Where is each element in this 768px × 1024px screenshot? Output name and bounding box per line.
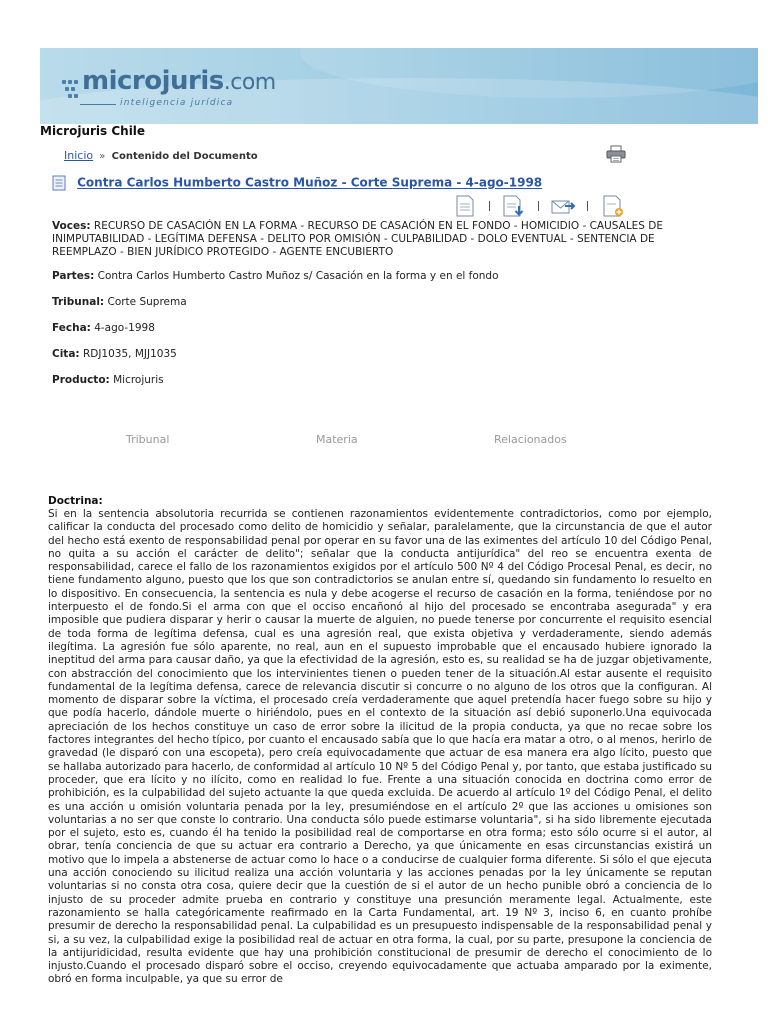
printer-icon[interactable] xyxy=(606,145,626,163)
toolbar-divider xyxy=(538,201,539,211)
tribunal-label: Tribunal: xyxy=(52,296,105,308)
doctrina-heading: Doctrina: xyxy=(48,495,103,507)
page-icon[interactable] xyxy=(452,194,478,218)
toolbar-divider xyxy=(489,201,490,211)
breadcrumb-separator: » xyxy=(99,151,106,162)
cita-value: RDJ1035, MJJ1035 xyxy=(82,348,177,360)
tab-materia[interactable]: Materia xyxy=(316,433,358,446)
logo-wordmark: microjuris.com xyxy=(82,66,276,96)
document-toolbar xyxy=(452,194,626,218)
logo-tagline: inteligencia jurídica xyxy=(120,98,234,108)
add-note-icon[interactable] xyxy=(600,194,626,218)
tab-tribunal[interactable]: Tribunal xyxy=(126,433,170,446)
doctrina-text: Si en la sentencia absolutoria recurrida se contienen razonamientos evidentemente contradictorios, como por ejemplo, calificar la conducta del procesado como delito de homicidio y señalar, paralelamente, que la circunstancia de que el autor del hecho está exento de responsabilidad penal por operar en su favor una de las eximentes del artículo 10 del Código Penal, no quita a su acción el carácter de delito"; señalar que la conducta antijurídica" del reo se encuentra exenta de responsabilidad, carece el fallo de los razonamientos exigidos por el artículo 500 Nº 4 del Código Procesal Penal, es decir, no tiene fundamento alguno, puesto que los que son contradictorios se anulan entre sí, quedando sin fundamento lo resuelto en lo dispositivo. En consecuencia, la sentencia es nula y debe acogerse el recurso de casación en la forma, teniéndose por no interpuesto el de fondo.Si el arma con que el occiso encañonó al hijo del procesado se encontraba asegurada" y era imposible que pudiera disparar y herir o causar la muerte de alguien, no puede tenerse por concurrente el requisito esencial de toda forma de legítima defensa, cual es una agresión real, que exista objetiva y verdaderamente, siendo además ilegítima. La agresión fue sólo aparente, no real, aun en el supuesto improbable que el encausado hubiere ignorado la ineptitud del arma para causar daño, ya que la efectividad de la agresión, esto es, su realidad se ha de juzgar objetivamente, con abstracción del conocimiento que los intervinientes tienen o pueden tener de la situación.Al estar ausente el requisito fundamental de la legítima defensa, carece de relevancia discutir si concurre o no alguno de los otros que la configuran. Al momento de disparar sobre la víctima, el procesado creía verdaderamente que aquel pretendía hacer fuego sobre su hijo y que podía hacerlo, dándole muerte o hiriéndolo, pues en el contexto de la situación así debió suponerlo.Una equivocada apreciación de los hechos constituye un caso de error sobre la ilicitud de la propia conducta, ya que no recae sobre los factores integrantes del hecho típico, por cuanto el encausado sabía que lo que hacía era matar a otro, o al menos, herirlo de gravedad (le disparó con una escopeta), pero creía equivocadamente que actuar de esa manera era algo lícito, puesto que se hallaba autorizado para hacerlo, de conformidad al artículo 10 Nº 5 del Código Penal y, por tanto, que estaba justificado su proceder, que era lícito y no ilícito, como en realidad lo fue. Frente a una situación conocida en doctrina como error de prohibición, es la culpabilidad del sujeto actuante la que queda excluida. De acuerdo al artículo 1º del Código Penal, el delito es una acción u omisión voluntaria penada por la ley, presumiéndose en el artículo 2º que las acciones u omisiones son voluntarias a no ser que conste lo contrario. Una conducta sólo puede estimarse voluntaria", si ha sido libremente ejecutada por el sujeto, esto es, cuando él ha tenido la posibilidad real de comportarse en otra forma; esto sólo ocurre si el autor, al obrar, tenía conciencia de que su actuar era contrario a Derecho, ya que únicamente en esas circunstancias existirá un motivo que lo impela a abstenerse de actuar como lo hace o a conducirse de cualquier forma diferente. Si sólo el que ejecuta una acción conociendo su ilicitud realiza una acción voluntaria y las acciones penadas por la ley únicamente se reputan voluntarias si no consta otra cosa, quiere decir que la cuestión de si el autor de un hecho punible obró a conciencia de lo injusto de su proceder admite prueba en contrario y constituye una presunción meramente legal. Actualmente, este razonamiento se halla categóricamente reafirmado en la Carta Fundamental, art. 19 Nº 3, inciso 6, en cuanto prohíbe presumir de derecho la responsabilidad penal. La culpabilidad es un presupuesto indispensable de la responsabilidad penal y si, a su vez, la culpabilidad exige la posibilidad real de actuar en otra forma, la cual, por su parte, presupone la conciencia de la antijuridicidad, resulta evidente que hay una prohibición constitucional de presumir de derecho el conocimiento de lo injusto.Cuando el procesado disparó sobre el occiso, creyendo equivocadamente que actuaba amparado por la eximente, obró en forma inculpable, ya que su error de xyxy=(48,508,712,986)
cita-field xyxy=(52,348,177,361)
voces-label: Voces: xyxy=(52,220,91,232)
breadcrumb xyxy=(64,149,258,162)
logo-dots-icon xyxy=(62,74,80,104)
partes-value: Contra Carlos Humberto Castro Muñoz s/ Casación en la forma y en el fondo xyxy=(97,270,499,282)
download-icon[interactable] xyxy=(501,194,527,218)
fecha-field xyxy=(52,322,155,335)
producto-field xyxy=(52,374,164,387)
breadcrumb-current: Contenido del Documento xyxy=(111,151,258,162)
producto-label: Producto: xyxy=(52,374,110,386)
voces-field xyxy=(52,220,722,259)
breadcrumb-home-link[interactable]: Inicio xyxy=(64,149,94,162)
cita-label: Cita: xyxy=(52,348,80,360)
document-title-link[interactable]: Contra Carlos Humberto Castro Muñoz - Corte Suprema - 4-ago-1998 xyxy=(77,175,543,190)
header-banner xyxy=(40,48,758,124)
toolbar-divider xyxy=(587,201,588,211)
voces-value: RECURSO DE CASACIÓN EN LA FORMA - RECURSO DE CASACIÓN EN EL FONDO - HOMICIDIO - CAUSALES DE INIMPUTABILIDAD - LEGÍTIMA DEFENSA - DELITO POR OMISIÓN - CULPABILIDAD - DOLO EVENTUAL - SENTENCIA DE REEMPLAZO - BIEN JURÍDICO PROTEGIDO - AGENTE ENCUBIERTO xyxy=(52,220,664,258)
tab-relacionados[interactable]: Relacionados xyxy=(494,433,567,446)
fecha-label: Fecha: xyxy=(52,322,91,334)
email-icon[interactable] xyxy=(550,194,576,218)
tribunal-value: Corte Suprema xyxy=(107,296,187,308)
microjuris-logo[interactable] xyxy=(62,66,322,116)
partes-field xyxy=(52,270,499,283)
document-icon xyxy=(52,175,66,191)
document-title-row xyxy=(52,172,542,190)
site-name: Microjuris Chile xyxy=(40,124,146,138)
producto-value: Microjuris xyxy=(113,374,164,386)
tribunal-field xyxy=(52,296,187,309)
document-tabs xyxy=(0,433,768,447)
fecha-value: 4-ago-1998 xyxy=(94,322,155,334)
partes-label: Partes: xyxy=(52,270,95,282)
doctrina-section xyxy=(48,495,712,987)
